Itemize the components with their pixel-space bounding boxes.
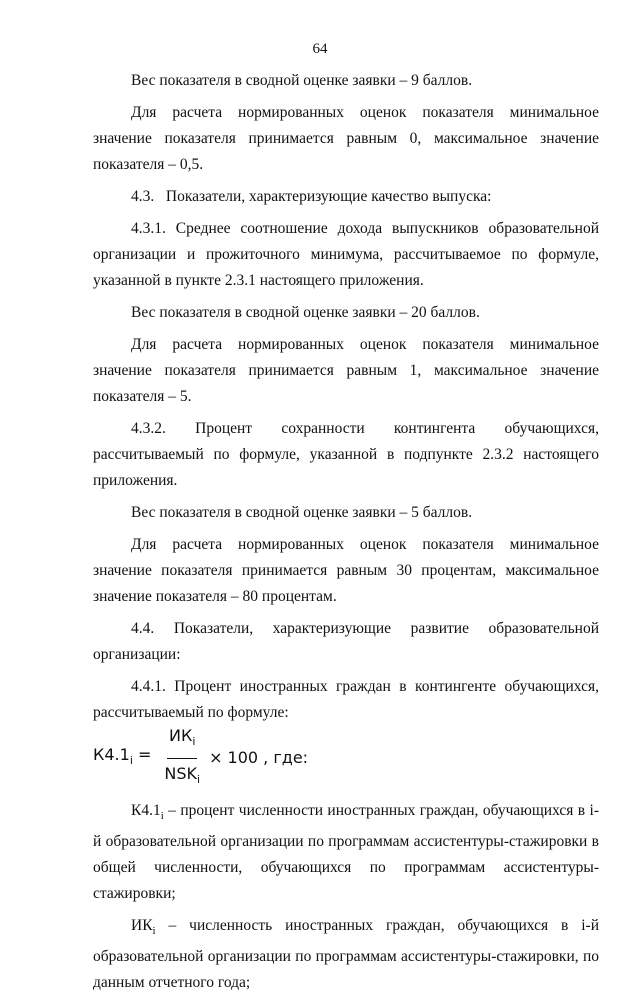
page-number: 64 (312, 41, 328, 57)
formula-lhs: $К4.1_i$ = (93, 744, 152, 768)
paragraph-4-3-2: 4.3.2. Процент сохранности контингента обучающихся, рассчитываемый по формуле, указанной в подпункте 2.3.2 настоящего приложения. (93, 420, 599, 489)
paragraph-norm-0-05: Для расчета нормированных оценок показателя минимальное значение показателя принимается равным 0, максимальное значение показателя – 0,5. (93, 104, 599, 173)
paragraph-norm-1-5: Для расчета нормированных оценок показателя минимальное значение показателя принимается равным 1, максимальное значение показателя – 5. (93, 336, 599, 405)
formula-fraction (162, 723, 202, 792)
definition-ik: $ИК_i$ – численность иностранных граждан, обучающихся в i-й образовательной организации по программам ассистентуры-стажировки, по данным отчетного года; (93, 917, 599, 992)
paragraph-4-4-1: 4.4.1. Процент иностранных граждан в контингенте обучающихся, рассчитываемый по формуле: (93, 678, 599, 721)
paragraph-section-4-4: 4.4. Показатели, характеризующие развитие образовательной организации: (93, 620, 599, 663)
paragraph-norm-30-80: Для расчета нормированных оценок показателя минимальное значение показателя принимается равным 30 процентам, максимальное значение показателя – 80 процентам. (93, 536, 599, 605)
document-body (93, 68, 599, 1002)
definition-k441: $К4.1_i$ – процент численности иностранных граждан, обучающихся в i-й образовательной организации по программам ассистентуры-стажировки в общей численности, обучающихся по программам ассистентуры-стажировки; (93, 802, 599, 903)
paragraph-weight-9: Вес показателя в сводной оценке заявки – 9 баллов. (131, 72, 473, 89)
paragraph-weight-5: Вес показателя в сводной оценке заявки – 5 баллов. (131, 504, 473, 521)
paragraph-weight-20: Вес показателя в сводной оценке заявки – 20 баллов. (131, 304, 480, 321)
formula-k441 (93, 726, 599, 786)
paragraph-4-3-1: 4.3.1. Среднее соотношение дохода выпускников образовательной организации и прожиточного минимума, рассчитываемое по формуле, указанной в пункте 2.3.1 настоящего приложения. (93, 220, 599, 289)
formula-denominator: $NSK_i$ (164, 763, 201, 786)
formula-numerator: $ИК_i$ (167, 723, 197, 758)
formula-rhs: × 100 , где: (209, 748, 309, 767)
paragraph-section-4-3: 4.3. Показатели, характеризующие качество выпуска: (131, 188, 492, 205)
